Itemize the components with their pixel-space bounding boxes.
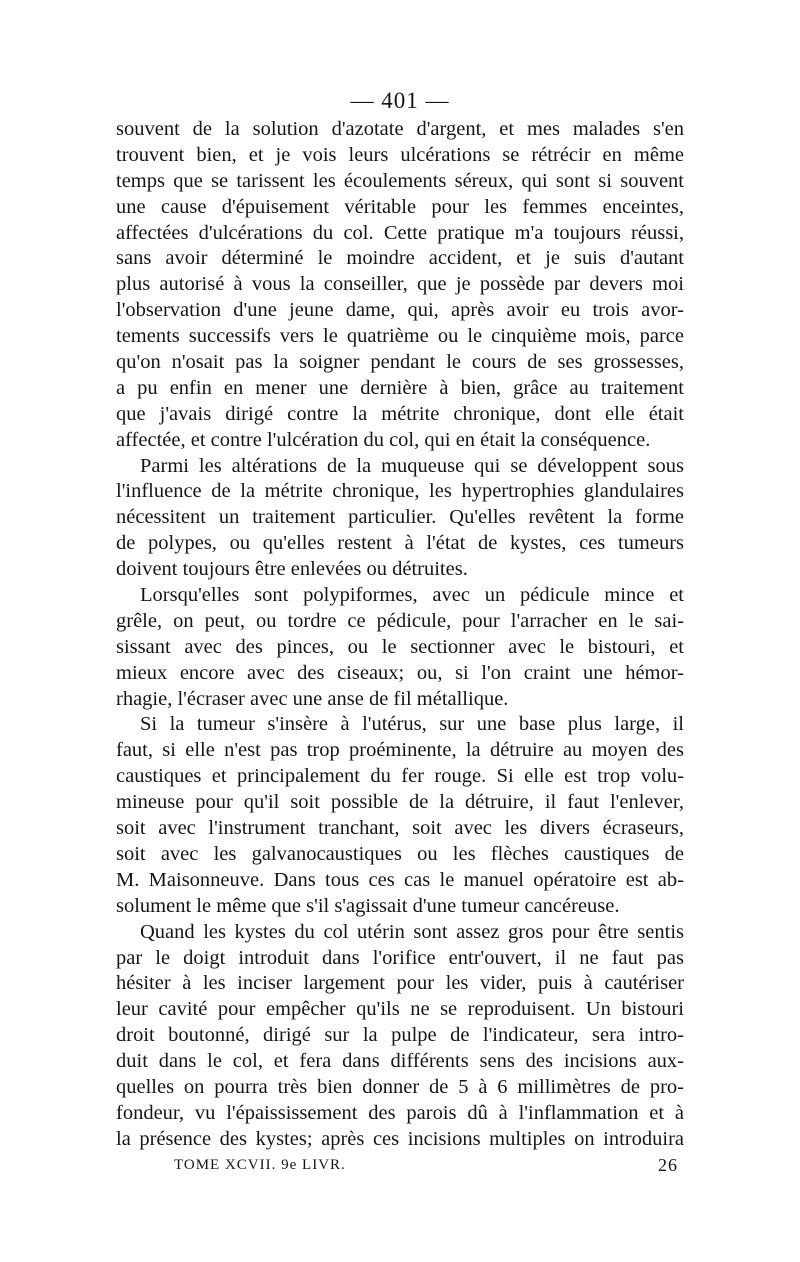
- text-line: soit avec l'instrument tranchant, soit avec les divers écraseurs,: [116, 817, 684, 840]
- text-line: nécessitent un traitement particulier. Qu'elles revêtent la forme: [116, 506, 684, 529]
- text-line: soit avec les galvanocaustiques ou les flèches caustiques de: [116, 842, 684, 865]
- text-line: hésiter à les inciser largement pour les vider, puis à cautériser: [116, 972, 684, 995]
- text-line: par le doigt introduit dans l'orifice entr'ouvert, il ne faut pas: [116, 946, 684, 969]
- text-line: rhagie, l'écraser avec une anse de fil métallique.: [116, 687, 509, 710]
- signature-mark: TOME XCVII. 9e LIVR.: [174, 1157, 346, 1173]
- text-line: que j'avais dirigé contre la métrite chronique, dont elle était: [116, 402, 684, 425]
- text-line: Si la tumeur s'insère à l'utérus, sur une base plus large, il: [140, 713, 684, 736]
- text-line: Lorsqu'elles sont polypiformes, avec un pédicule mince et: [140, 584, 684, 607]
- text-line: l'influence de la métrite chronique, les hypertrophies glandulaires: [116, 480, 684, 503]
- text-line: sissant avec des pinces, ou le sectionner avec le bistouri, et: [116, 635, 684, 658]
- text-line: caustiques et principalement du fer rouge. Si elle est trop volu-: [116, 765, 684, 788]
- text-line: doivent toujours être enlevées ou détruites.: [116, 558, 468, 581]
- page-number: — 401 —: [350, 88, 450, 113]
- text-line: qu'on n'osait pas la soigner pendant le cours de ses grossesses,: [116, 351, 684, 374]
- text-line: l'observation d'une jeune dame, qui, après avoir eu trois avor-: [116, 299, 684, 322]
- text-line: mineuse pour qu'il soit possible de la détruire, il faut l'enlever,: [116, 791, 684, 814]
- text-line: tements successifs vers le quatrième ou le cinquième mois, parce: [116, 325, 684, 348]
- text-line: de polypes, ou qu'elles restent à l'état de kystes, ces tumeurs: [116, 532, 684, 555]
- text-line: souvent de la solution d'azotate d'argent, et mes malades s'en: [116, 118, 684, 140]
- text-line: grêle, on peut, ou tordre ce pédicule, pour l'arracher en le sai-: [116, 609, 684, 632]
- text-line: M. Maisonneuve. Dans tous ces cas le manuel opératoire est ab-: [116, 868, 684, 891]
- text-line: la présence des kystes; après ces incisions multiples on introduira: [116, 1127, 684, 1150]
- text-line: leur cavité pour empêcher qu'ils ne se reproduisent. Un bistouri: [116, 998, 684, 1021]
- text-line: duit dans le col, et fera dans différents sens des incisions aux-: [116, 1050, 684, 1073]
- text-line: mieux encore avec des ciseaux; ou, si l'on craint une hémor-: [116, 661, 684, 684]
- text-line: Parmi les altérations de la muqueuse qui se développent sous: [140, 454, 684, 477]
- text-line: affectée, et contre l'ulcération du col, qui en était la conséquence.: [116, 428, 651, 451]
- text-line: a pu enfin en mener une dernière à bien, grâce au traitement: [116, 376, 684, 399]
- text-line: trouvent bien, et je vois leurs ulcérations se rétrécir en même: [116, 143, 684, 166]
- text-line: solument le même que s'il s'agissait d'une tumeur cancéreuse.: [116, 894, 620, 917]
- text-line: droit boutonné, dirigé sur la pulpe de l'indicateur, sera intro-: [116, 1024, 684, 1047]
- sheet-number: 26: [658, 1155, 678, 1175]
- text-line: sans avoir déterminé le moindre accident, et je suis d'autant: [116, 247, 684, 270]
- text-line: temps que se tarissent les écoulements séreux, qui sont si souvent: [116, 169, 684, 192]
- text-line: plus autorisé à vous la conseiller, que je possède par devers moi: [116, 273, 684, 296]
- text-line: affectées d'ulcérations du col. Cette pratique m'a toujours réussi,: [116, 221, 684, 244]
- text-line: quelles on pourra très bien donner de 5 à 6 millimètres de pro-: [116, 1075, 684, 1098]
- text-line: une cause d'épuisement véritable pour les femmes enceintes,: [116, 195, 684, 218]
- body-text: [116, 117, 684, 1153]
- text-line: Quand les kystes du col utérin sont assez gros pour être sentis: [140, 920, 684, 943]
- text-line: fondeur, vu l'épaississement des parois dû à l'inflammation et à: [116, 1101, 684, 1124]
- text-line: faut, si elle n'est pas trop proéminente, la détruire au moyen des: [116, 739, 684, 762]
